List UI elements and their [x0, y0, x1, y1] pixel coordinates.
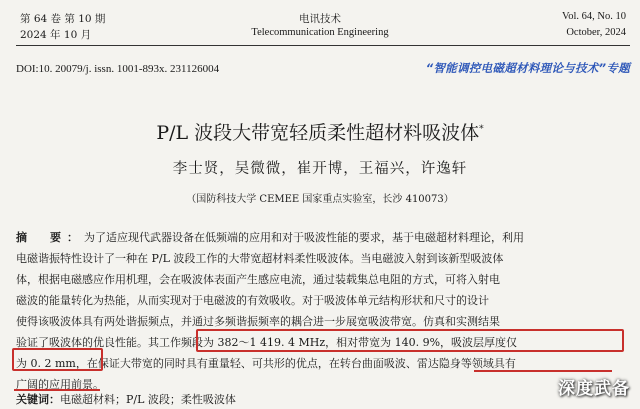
- issue-volume-en: Vol. 64, No. 10: [562, 11, 626, 22]
- abstract-line: [16, 227, 620, 248]
- keywords-label: 关键词：: [16, 393, 60, 406]
- abstract-label: 摘 要：: [16, 231, 84, 244]
- article-title-text: P/L 波段大带宽轻质柔性超材料吸波体: [156, 122, 480, 144]
- highlight-applications: 雷达隐身等领域具有: [416, 357, 516, 370]
- highlight-performance: 其工作频段为 382～1 419. 4 MHz，相对带宽为 140. 9%，吸波层厚度仅: [148, 336, 518, 349]
- abstract-line: 电磁谐振特性设计了一种在 P/L 波段工作的大带宽超材料柔性吸波体。当电磁波入射到该新型吸波体: [16, 252, 504, 265]
- highlight-box-performance: [196, 329, 624, 352]
- article-authors: 李士贤，吴微微，崔开博，王福兴，许逸轩: [172, 161, 468, 177]
- keywords-value: 电磁超材料；P/L 波段；柔性吸波体: [60, 393, 236, 406]
- issue-date-en: October, 2024: [566, 27, 626, 38]
- issue-date: 2024 年 10 月: [20, 29, 92, 41]
- doi: DOI:10. 20079/j. issn. 1001-893x. 231126004: [16, 63, 220, 75]
- highlight-underline-applications: [474, 370, 612, 372]
- article-title: [0, 118, 640, 145]
- journal-name-en: Telecommunication Engineering: [251, 27, 389, 38]
- abstract-line-text: ，在保证大带宽的同时具有重量轻、可共形的优点，在转台曲面吸波、: [75, 357, 417, 370]
- abstract-line-text: 为了适应现代武器设备在低频端的应用和对于吸波性能的要求，基于电磁超材料理论，利用: [84, 231, 524, 244]
- keywords: [16, 391, 236, 407]
- title-footnote-mark: *: [479, 124, 484, 135]
- header-divider: [16, 45, 630, 46]
- abstract-line-text: 验证了吸波体的优良性能。: [16, 336, 148, 349]
- article-affiliation: （国防科技大学 CEMEE 国家重点实验室，长沙 410073）: [186, 194, 454, 205]
- issue-volume: 第 64 卷 第 10 期: [20, 13, 106, 25]
- topic-banner: “智能调控电磁超材料理论与技术”专题: [425, 61, 630, 75]
- abstract-line: 广阔的应用前景。: [16, 378, 104, 391]
- journal-name-cn: 电讯技术: [299, 13, 341, 25]
- abstract-line: 体，根据电磁感应作用机理，会在吸波体表面产生感应电流，通过装载集总电阻的方式，可将入射电: [16, 273, 500, 286]
- abstract-line: 使得该吸波体具有两处谐振频点，并通过多频谐振频率的耦合进一步展宽吸波带宽。仿真和实测结果: [16, 315, 500, 328]
- watermark: 深度武备: [558, 379, 630, 399]
- highlight-thickness: 为 0. 2 mm: [16, 357, 76, 370]
- abstract-line: 磁波的能量转化为热能，从而实现对于电磁波的有效吸收。对于吸波体单元结构形状和尺寸的设计: [16, 294, 489, 307]
- highlight-box-thickness: [12, 348, 103, 371]
